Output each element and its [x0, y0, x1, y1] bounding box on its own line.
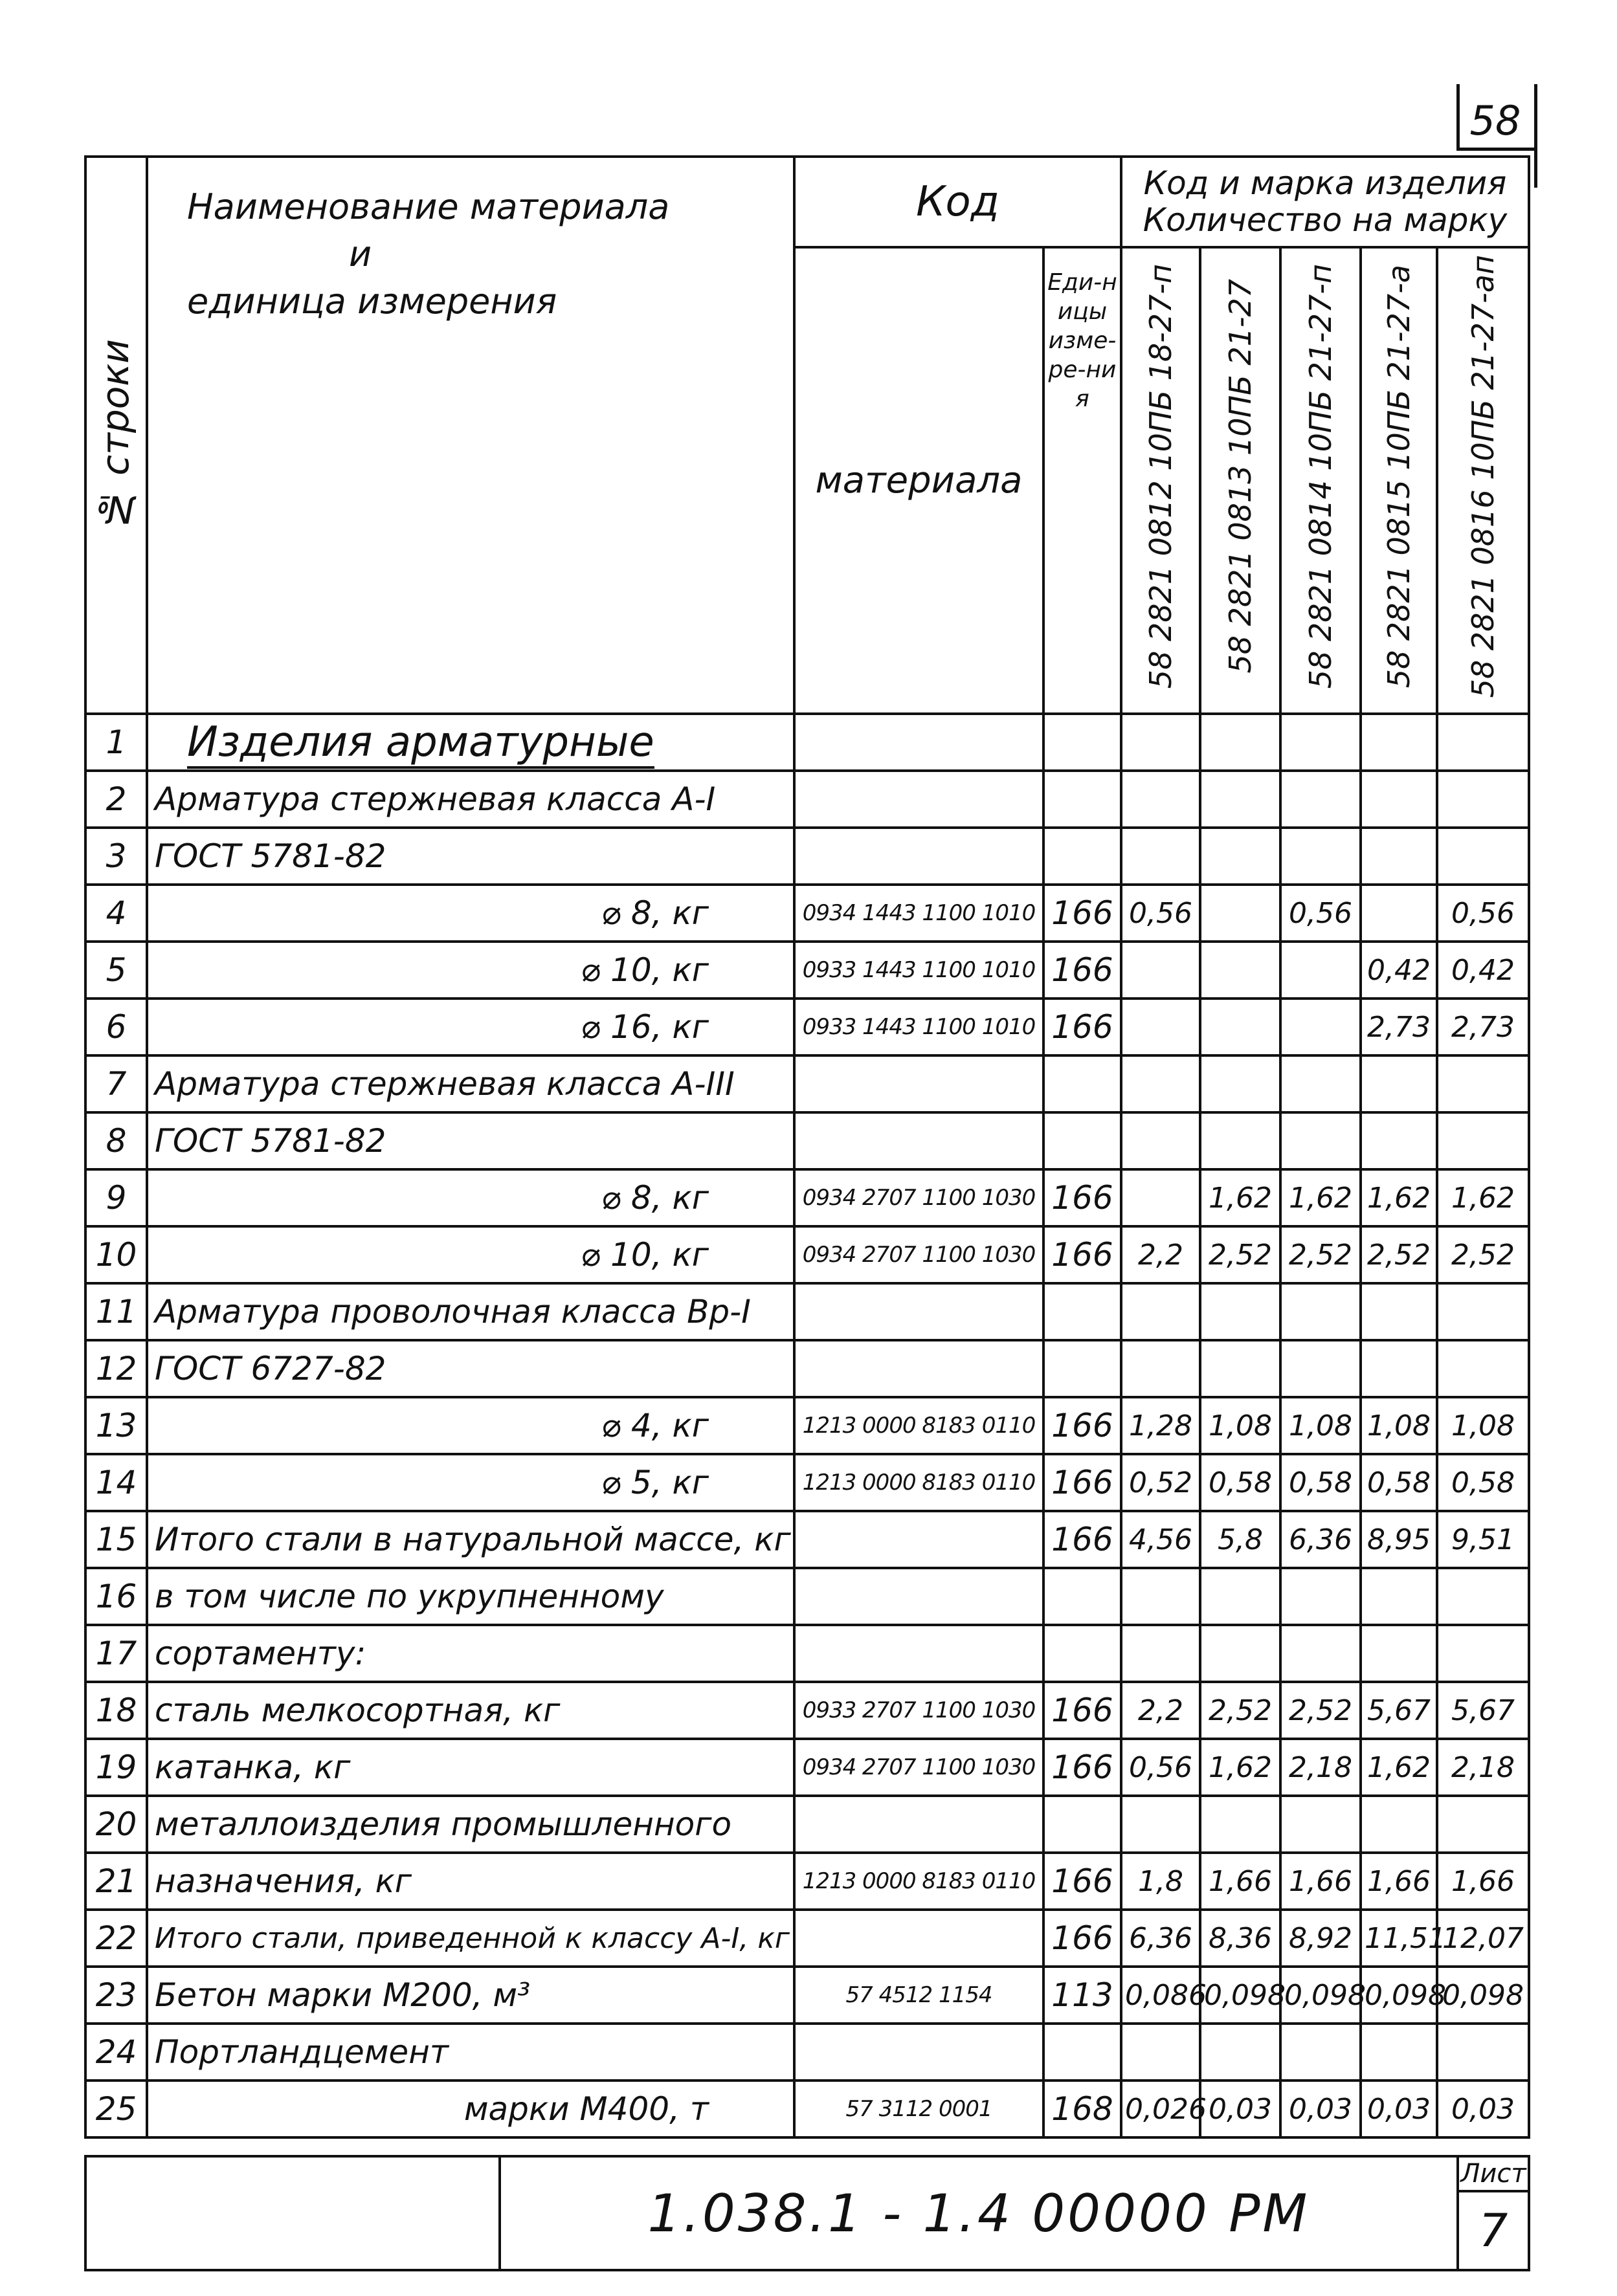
material-code — [794, 2024, 1043, 2081]
material-name: ⌀ 10, кг — [147, 942, 794, 999]
title-block-blank — [85, 2156, 500, 2270]
quantity-cell — [1200, 942, 1280, 999]
material-name: в том числе по укрупненному — [147, 1568, 794, 1625]
quantity-cell — [1361, 1055, 1437, 1112]
material-name: ⌀ 8, кг — [147, 1169, 794, 1226]
quantity-cell: 2,73 — [1361, 999, 1437, 1055]
header-product-2: 58 2821 0813 10ПБ 21-27 — [1200, 247, 1280, 714]
material-name: назначения, кг — [147, 1853, 794, 1910]
row-number: 19 — [85, 1739, 147, 1796]
material-name: Итого стали в натуральной массе, кг — [147, 1511, 794, 1568]
material-name: ⌀ 16, кг — [147, 999, 794, 1055]
quantity-cell — [1437, 1796, 1529, 1853]
quantity-cell — [1121, 2024, 1200, 2081]
quantity-cell — [1280, 771, 1361, 828]
quantity-cell — [1280, 1625, 1361, 1682]
unit-code: 166 — [1043, 1910, 1121, 1967]
material-name: ГОСТ 6727-82 — [147, 1340, 794, 1397]
quantity-cell — [1280, 2024, 1361, 2081]
quantity-cell — [1437, 1568, 1529, 1625]
quantity-cell: 0,098 — [1361, 1967, 1437, 2024]
row-number: 24 — [85, 2024, 147, 2081]
quantity-cell: 0,58 — [1200, 1454, 1280, 1511]
quantity-cell: 5,67 — [1361, 1682, 1437, 1739]
sheet-number: 7 — [1458, 2191, 1529, 2270]
quantity-cell: 9,51 — [1437, 1511, 1529, 1568]
table-row — [85, 1796, 1529, 1853]
material-code: 0934 2707 1100 1030 — [794, 1226, 1043, 1283]
row-number: 22 — [85, 1910, 147, 1967]
unit-code — [1043, 1055, 1121, 1112]
unit-code — [1043, 1796, 1121, 1853]
quantity-cell: 0,52 — [1121, 1454, 1200, 1511]
material-code: 0934 2707 1100 1030 — [794, 1169, 1043, 1226]
header-code: Код — [794, 157, 1121, 247]
material-code: 1213 0000 8183 0110 — [794, 1454, 1043, 1511]
quantity-cell — [1361, 1283, 1437, 1340]
quantity-cell: 0,098 — [1200, 1967, 1280, 2024]
quantity-cell — [1437, 828, 1529, 885]
row-number: 4 — [85, 885, 147, 942]
quantity-cell: 2,2 — [1121, 1682, 1200, 1739]
material-name: сортаменту: — [147, 1625, 794, 1682]
unit-code: 166 — [1043, 1397, 1121, 1454]
quantity-cell — [1200, 771, 1280, 828]
quantity-cell: 0,58 — [1361, 1454, 1437, 1511]
material-name: Бетон марки М200, м³ — [147, 1967, 794, 2024]
quantity-cell: 2,52 — [1200, 1682, 1280, 1739]
quantity-cell: 1,28 — [1121, 1397, 1200, 1454]
row-number: 17 — [85, 1625, 147, 1682]
material-name: ⌀ 10, кг — [147, 1226, 794, 1283]
quantity-cell — [1280, 999, 1361, 1055]
row-number: 15 — [85, 1511, 147, 1568]
material-code — [794, 1283, 1043, 1340]
quantity-cell: 0,098 — [1280, 1967, 1361, 2024]
quantity-cell: 1,62 — [1361, 1739, 1437, 1796]
row-number: 12 — [85, 1340, 147, 1397]
header-material-code: материала — [794, 247, 1043, 714]
material-code — [794, 1511, 1043, 1568]
unit-code: 166 — [1043, 885, 1121, 942]
material-code: 0933 2707 1100 1030 — [794, 1682, 1043, 1739]
unit-code: 166 — [1043, 1226, 1121, 1283]
page-number-border-right — [1534, 84, 1537, 188]
quantity-cell — [1121, 1169, 1200, 1226]
quantity-cell — [1280, 942, 1361, 999]
row-number: 23 — [85, 1967, 147, 2024]
unit-code — [1043, 1568, 1121, 1625]
quantity-cell: 8,95 — [1361, 1511, 1437, 1568]
quantity-cell: 4,56 — [1121, 1511, 1200, 1568]
quantity-cell — [1200, 885, 1280, 942]
unit-code: 166 — [1043, 942, 1121, 999]
material-name: металлоизделия промышленного — [147, 1796, 794, 1853]
quantity-cell — [1121, 942, 1200, 999]
material-name: марки М400, т — [147, 2081, 794, 2137]
quantity-cell — [1437, 771, 1529, 828]
material-name: ГОСТ 5781-82 — [147, 828, 794, 885]
material-name: ГОСТ 5781-82 — [147, 1112, 794, 1169]
quantity-cell — [1121, 1340, 1200, 1397]
unit-code: 166 — [1043, 999, 1121, 1055]
quantity-cell: 2,18 — [1280, 1739, 1361, 1796]
unit-code — [1043, 828, 1121, 885]
quantity-cell: 1,08 — [1437, 1397, 1529, 1454]
quantity-cell — [1361, 885, 1437, 942]
material-code — [794, 1055, 1043, 1112]
row-number: 8 — [85, 1112, 147, 1169]
quantity-cell — [1121, 1796, 1200, 1853]
quantity-cell — [1200, 1625, 1280, 1682]
material-code: 1213 0000 8183 0110 — [794, 1397, 1043, 1454]
row-number: 9 — [85, 1169, 147, 1226]
quantity-cell: 6,36 — [1121, 1910, 1200, 1967]
table-row — [85, 885, 1529, 942]
quantity-cell — [1200, 1796, 1280, 1853]
quantity-cell — [1200, 714, 1280, 771]
unit-code — [1043, 1340, 1121, 1397]
quantity-cell: 1,66 — [1361, 1853, 1437, 1910]
table-row — [85, 1454, 1529, 1511]
material-code — [794, 1625, 1043, 1682]
quantity-cell: 5,67 — [1437, 1682, 1529, 1739]
table-row — [85, 1340, 1529, 1397]
material-name: ⌀ 8, кг — [147, 885, 794, 942]
table-row — [85, 1112, 1529, 1169]
quantity-cell: 1,8 — [1121, 1853, 1200, 1910]
quantity-cell — [1280, 1283, 1361, 1340]
material-code: 1213 0000 8183 0110 — [794, 1853, 1043, 1910]
material-name: катанка, кг — [147, 1739, 794, 1796]
quantity-cell: 1,62 — [1437, 1169, 1529, 1226]
sheet-label: Лист — [1458, 2156, 1529, 2191]
unit-code: 166 — [1043, 1739, 1121, 1796]
unit-code: 166 — [1043, 1454, 1121, 1511]
quantity-cell: 5,8 — [1200, 1511, 1280, 1568]
page-number-border-bottom — [1456, 148, 1534, 151]
unit-code: 166 — [1043, 1511, 1121, 1568]
table-row — [85, 1397, 1529, 1454]
quantity-cell: 0,086 — [1121, 1967, 1200, 2024]
materials-table — [84, 155, 1530, 2139]
quantity-cell — [1200, 828, 1280, 885]
quantity-cell: 1,08 — [1361, 1397, 1437, 1454]
material-name: ⌀ 5, кг — [147, 1454, 794, 1511]
table-row — [85, 1055, 1529, 1112]
row-number: 20 — [85, 1796, 147, 1853]
table-row — [85, 1967, 1529, 2024]
quantity-cell — [1121, 1055, 1200, 1112]
row-number: 10 — [85, 1226, 147, 1283]
quantity-cell: 0,03 — [1280, 2081, 1361, 2137]
row-number: 18 — [85, 1682, 147, 1739]
quantity-cell — [1121, 771, 1200, 828]
quantity-cell — [1121, 999, 1200, 1055]
quantity-cell: 12,07 — [1437, 1910, 1529, 1967]
row-number: 2 — [85, 771, 147, 828]
material-code — [794, 1112, 1043, 1169]
quantity-cell — [1121, 1283, 1200, 1340]
quantity-cell: 1,08 — [1280, 1397, 1361, 1454]
row-number: 16 — [85, 1568, 147, 1625]
row-number: 6 — [85, 999, 147, 1055]
quantity-cell — [1121, 828, 1200, 885]
table-row — [85, 714, 1529, 771]
table-row — [85, 1169, 1529, 1226]
quantity-cell — [1361, 1568, 1437, 1625]
table-row — [85, 2081, 1529, 2137]
quantity-cell: 1,08 — [1200, 1397, 1280, 1454]
quantity-cell: 0,56 — [1437, 885, 1529, 942]
unit-code: 166 — [1043, 1682, 1121, 1739]
material-code: 57 4512 1154 — [794, 1967, 1043, 2024]
material-name: Арматура проволочная класса Вр-I — [147, 1283, 794, 1340]
material-code — [794, 771, 1043, 828]
quantity-cell — [1280, 1055, 1361, 1112]
quantity-cell: 8,92 — [1280, 1910, 1361, 1967]
material-name: ⌀ 4, кг — [147, 1397, 794, 1454]
material-code — [794, 1796, 1043, 1853]
quantity-cell — [1437, 1625, 1529, 1682]
unit-code: 113 — [1043, 1967, 1121, 2024]
quantity-cell: 1,62 — [1200, 1169, 1280, 1226]
title-block — [84, 2155, 1530, 2271]
material-code: 0934 2707 1100 1030 — [794, 1739, 1043, 1796]
row-number: 5 — [85, 942, 147, 999]
page-number: 58 — [1469, 97, 1521, 144]
unit-code — [1043, 2024, 1121, 2081]
quantity-cell — [1437, 1055, 1529, 1112]
unit-code: 168 — [1043, 2081, 1121, 2137]
table-row — [85, 1853, 1529, 1910]
header-product-4: 58 2821 0815 10ПБ 21-27-а — [1361, 247, 1437, 714]
unit-code: 166 — [1043, 1853, 1121, 1910]
quantity-cell: 2,18 — [1437, 1739, 1529, 1796]
quantity-cell — [1280, 828, 1361, 885]
quantity-cell: 1,62 — [1280, 1169, 1361, 1226]
quantity-cell: 1,66 — [1200, 1853, 1280, 1910]
quantity-cell — [1200, 999, 1280, 1055]
header-material-name: Наименование материала и единица измерения — [147, 157, 794, 714]
material-code — [794, 828, 1043, 885]
row-number: 7 — [85, 1055, 147, 1112]
table-row — [85, 1682, 1529, 1739]
quantity-cell: 0,03 — [1200, 2081, 1280, 2137]
row-number: 11 — [85, 1283, 147, 1340]
quantity-cell: 0,026 — [1121, 2081, 1200, 2137]
quantity-cell — [1437, 1112, 1529, 1169]
quantity-cell: 0,58 — [1280, 1454, 1361, 1511]
header-product-group: Код и марка изделия Количество на марку — [1121, 157, 1529, 247]
quantity-cell — [1280, 1340, 1361, 1397]
material-code — [794, 714, 1043, 771]
table-row — [85, 2024, 1529, 2081]
quantity-cell — [1361, 771, 1437, 828]
section-title: Изделия арматурные — [187, 718, 654, 769]
table-row — [85, 1739, 1529, 1796]
quantity-cell — [1121, 714, 1200, 771]
quantity-cell: 2,52 — [1437, 1226, 1529, 1283]
quantity-cell — [1200, 1340, 1280, 1397]
quantity-cell — [1361, 1112, 1437, 1169]
table-row — [85, 1625, 1529, 1682]
table-row — [85, 1568, 1529, 1625]
quantity-cell: 2,52 — [1280, 1226, 1361, 1283]
unit-code — [1043, 771, 1121, 828]
quantity-cell — [1437, 1283, 1529, 1340]
material-code — [794, 1910, 1043, 1967]
quantity-cell: 2,52 — [1200, 1226, 1280, 1283]
quantity-cell: 0,58 — [1437, 1454, 1529, 1511]
quantity-cell — [1200, 1055, 1280, 1112]
header-product-1: 58 2821 0812 10ПБ 18-27-п — [1121, 247, 1200, 714]
material-name: Итого стали, приведенной к классу А-I, кг — [147, 1910, 794, 1967]
quantity-cell — [1361, 714, 1437, 771]
quantity-cell — [1361, 828, 1437, 885]
quantity-cell: 2,52 — [1280, 1682, 1361, 1739]
quantity-cell: 1,66 — [1437, 1853, 1529, 1910]
material-code: 0933 1443 1100 1010 — [794, 999, 1043, 1055]
quantity-cell — [1437, 2024, 1529, 2081]
quantity-cell: 2,2 — [1121, 1226, 1200, 1283]
quantity-cell — [1280, 1796, 1361, 1853]
quantity-cell: 0,56 — [1280, 885, 1361, 942]
material-code: 57 3112 0001 — [794, 2081, 1043, 2137]
quantity-cell: 1,62 — [1361, 1169, 1437, 1226]
table-row — [85, 828, 1529, 885]
quantity-cell — [1200, 1112, 1280, 1169]
quantity-cell — [1200, 1568, 1280, 1625]
unit-code: 166 — [1043, 1169, 1121, 1226]
quantity-cell — [1200, 2024, 1280, 2081]
quantity-cell — [1280, 1568, 1361, 1625]
quantity-cell: 2,52 — [1361, 1226, 1437, 1283]
table-row — [85, 999, 1529, 1055]
material-code: 0934 1443 1100 1010 — [794, 885, 1043, 942]
header-product-3: 58 2821 0814 10ПБ 21-27-п — [1280, 247, 1361, 714]
quantity-cell: 0,03 — [1361, 2081, 1437, 2137]
document-designation: 1.038.1 - 1.4 00000 РМ — [500, 2156, 1458, 2270]
quantity-cell: 2,73 — [1437, 999, 1529, 1055]
row-number: 13 — [85, 1397, 147, 1454]
unit-code — [1043, 714, 1121, 771]
header-row-number: № строки — [85, 157, 147, 714]
quantity-cell — [1121, 1625, 1200, 1682]
quantity-cell: 0,56 — [1121, 1739, 1200, 1796]
quantity-cell: 1,62 — [1200, 1739, 1280, 1796]
quantity-cell — [1361, 2024, 1437, 2081]
quantity-cell — [1437, 714, 1529, 771]
quantity-cell: 1,66 — [1280, 1853, 1361, 1910]
quantity-cell — [1200, 1283, 1280, 1340]
row-number: 14 — [85, 1454, 147, 1511]
quantity-cell — [1361, 1796, 1437, 1853]
table-row — [85, 1226, 1529, 1283]
material-name: Арматура стержневая класса А-III — [147, 1055, 794, 1112]
unit-code — [1043, 1112, 1121, 1169]
table-row — [85, 771, 1529, 828]
table-row — [85, 942, 1529, 999]
material-name: сталь мелкосортная, кг — [147, 1682, 794, 1739]
row-number: 1 — [85, 714, 147, 771]
row-number: 25 — [85, 2081, 147, 2137]
quantity-cell: 11,51 — [1361, 1910, 1437, 1967]
material-code — [794, 1568, 1043, 1625]
quantity-cell: 0,03 — [1437, 2081, 1529, 2137]
header-unit: Еди-ницы изме-ре-ния — [1043, 247, 1121, 714]
quantity-cell — [1280, 1112, 1361, 1169]
quantity-cell: 8,36 — [1200, 1910, 1280, 1967]
material-name: Портландцемент — [147, 2024, 794, 2081]
quantity-cell: 0,56 — [1121, 885, 1200, 942]
table-row — [85, 1511, 1529, 1568]
quantity-cell — [1280, 714, 1361, 771]
quantity-cell: 0,42 — [1437, 942, 1529, 999]
quantity-cell: 6,36 — [1280, 1511, 1361, 1568]
quantity-cell: 0,098 — [1437, 1967, 1529, 2024]
unit-code — [1043, 1283, 1121, 1340]
material-name — [147, 714, 794, 771]
table-row — [85, 1283, 1529, 1340]
unit-code — [1043, 1625, 1121, 1682]
quantity-cell: 0,42 — [1361, 942, 1437, 999]
quantity-cell — [1121, 1112, 1200, 1169]
header-product-5: 58 2821 0816 10ПБ 21-27-ап — [1437, 247, 1529, 714]
row-number: 21 — [85, 1853, 147, 1910]
table-row — [85, 1910, 1529, 1967]
material-code: 0933 1443 1100 1010 — [794, 942, 1043, 999]
quantity-cell — [1437, 1340, 1529, 1397]
quantity-cell — [1121, 1568, 1200, 1625]
row-number: 3 — [85, 828, 147, 885]
quantity-cell — [1361, 1625, 1437, 1682]
material-code — [794, 1340, 1043, 1397]
quantity-cell — [1361, 1340, 1437, 1397]
material-name: Арматура стержневая класса А-I — [147, 771, 794, 828]
